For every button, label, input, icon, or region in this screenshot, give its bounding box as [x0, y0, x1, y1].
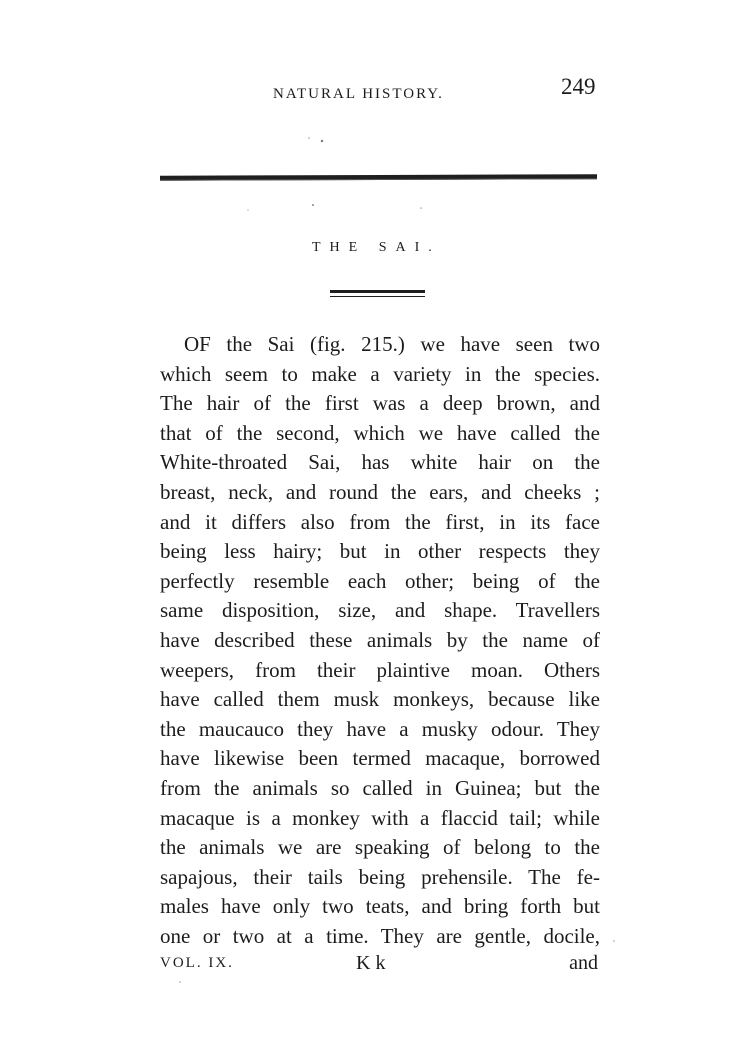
title-rule [330, 290, 425, 293]
text-line: males have only two teats, and bring forth but [160, 894, 600, 919]
text-line: The hair of the first was a deep brown, and [160, 391, 600, 416]
text-line: breast, neck, and round the ears, and cheeks ; [160, 479, 600, 504]
volume-label: VOL. IX. [160, 955, 234, 971]
text-line: weepers, from their plaintive moan. Others [160, 657, 600, 682]
body-text [160, 330, 600, 951]
text-line: the maucauco they have a musky odour. They [160, 716, 600, 741]
text-line: have called them musk monkeys, because like [160, 687, 600, 712]
title-rule-thin [330, 296, 425, 297]
text-line: from the animals so called in Guinea; but the [160, 775, 600, 800]
page-number: 249 [561, 74, 596, 99]
header-rule [160, 174, 597, 181]
text-line: have likewise been termed macaque, borrowed [160, 746, 600, 771]
catchword: and [569, 952, 598, 974]
text-line: one or two at a time. They are gentle, docile, [160, 923, 600, 948]
text-line: same disposition, size, and shape. Travellers [160, 598, 600, 623]
section-title: THE SAI. [312, 240, 441, 255]
running-head: NATURAL HISTORY. [273, 86, 444, 102]
text-line: the animals we are speaking of belong to the [160, 835, 600, 860]
text-line: White-throated Sai, has white hair on the [160, 450, 600, 475]
text-line: being less hairy; but in other respects they [160, 539, 600, 564]
signature-mark: K k [356, 952, 386, 974]
text-line: perfectly resemble each other; being of the [160, 568, 600, 593]
text-line: and it differs also from the first, in its face [160, 509, 600, 534]
text-line: OF the Sai (fig. 215.) we have seen two [184, 332, 600, 356]
text-line: that of the second, which we have called the [160, 420, 600, 445]
text-line: which seem to make a variety in the species. [160, 361, 600, 386]
text-line: macaque is a monkey with a flaccid tail; while [160, 805, 600, 830]
text-line: have described these animals by the name of [160, 627, 600, 652]
text-line: sapajous, their tails being prehensile. The fe- [160, 864, 600, 889]
